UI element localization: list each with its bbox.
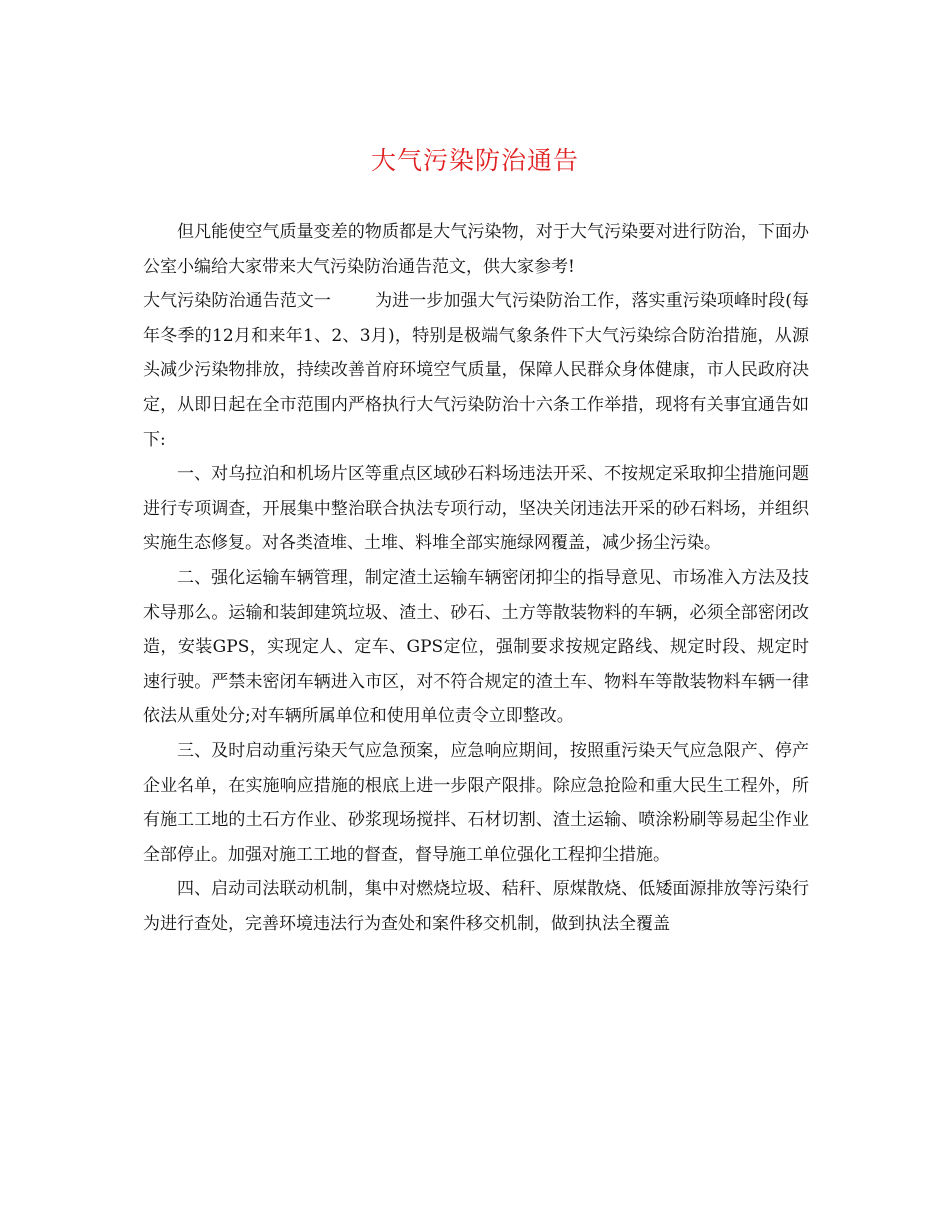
item-paragraph-3: 三、及时启动重污染天气应急预案，应急响应期间，按照重污染天气应急限产、停产企业名单，在实施响应措施的根底上进一步限产限排。除应急抢险和重大民生工程外，所有施工工地的土石方作业、砂浆现场搅拌、石材切割、渣土运输、喷涂粉刷等易起尘作业全部停止。加强对施工工地的督查，督导施工单位强化工程抑尘措施。	[143, 740, 809, 865]
item-paragraph-2: 二、强化运输车辆管理，制定渣土运输车辆密闭抑尘的指导意见、市场准入方法及技术导那么。运输和装卸建筑垃圾、渣土、砂石、土方等散装物料的车辆，必须全部密闭改造，安装GPS，实现定人、定车、GPS定位，强制要求按规定路线、规定时段、规定时速行驶。严禁未密闭车辆进入市区，对不符合规定的渣土车、物料车等散装物料车辆一律依法从重处分;对车辆所属单位和使用单位责令立即整改。	[143, 567, 809, 727]
intro-paragraph: 但凡能使空气质量变差的物质都是大气污染物，对于大气污染要对进行防治，下面办公室小编给大家带来大气污染防治通告范文，供大家参考!	[143, 222, 809, 277]
sample-paragraph	[143, 284, 809, 457]
document-title: 大气污染防治通告	[370, 146, 579, 175]
item-paragraph-1: 一、对乌拉泊和机场片区等重点区域砂石料场违法开采、不按规定采取抑尘措施问题进行专项调查，开展集中整治联合执法专项行动，坚决关闭违法开采的砂石料场，并组织实施生态修复。对各类渣堆、土堆、料堆全部实施绿网覆盖，减少扬尘污染。	[143, 464, 809, 554]
document-body	[143, 215, 809, 941]
sample-heading: 大气污染防治通告范文一	[143, 291, 331, 312]
sample-opening: 为进一步加强大气污染防治工作，落实重污染项峰时段(每年冬季的12月和来年1、2、3月)，特别是极端气象条件下大气污染综合防治措施，从源头减少污染物排放，持续改善首府环境空气质量，保障人民群众身体健康，市人民政府决定，从即日起在全市范围内严格执行大气污染防治十六条工作举措，现将有关事宜通告如下:	[143, 291, 809, 450]
item-paragraph-4: 四、启动司法联动机制，集中对燃烧垃圾、秸秆、原煤散烧、低矮面源排放等污染行为进行查处，完善环境违法行为查处和案件移交机制，做到执法全覆盖	[143, 879, 809, 934]
